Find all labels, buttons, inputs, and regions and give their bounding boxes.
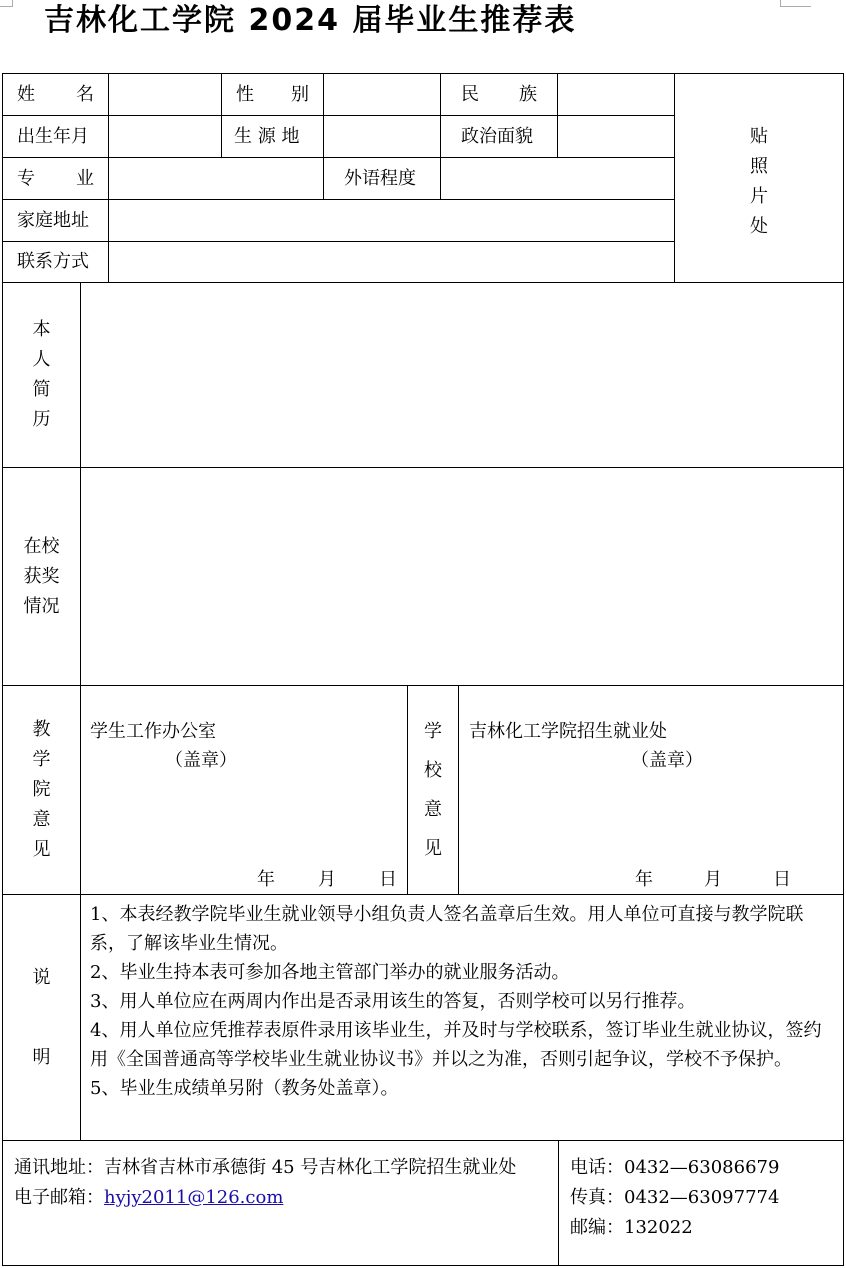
college-seal: （盖章）	[165, 750, 237, 771]
politics-label: 政治面貌	[440, 115, 558, 158]
college-office: 学生工作办公室	[90, 721, 216, 742]
mailing-address: 吉林省吉林市承德街 45 号吉林化工学院招生就业处	[104, 1157, 517, 1178]
nation-label: 民 族	[440, 73, 558, 116]
email-label: 电子邮箱：	[14, 1187, 104, 1208]
note-item: 1、本表经教学院毕业生就业领导小组负责人签名盖章后生效。用人单位可直接与教学院联系，了解该毕业生情况。	[90, 904, 804, 954]
footer-address-block	[2, 1140, 559, 1266]
address-label: 家庭地址	[2, 199, 109, 242]
page-corner-mark	[780, 0, 811, 7]
address-label: 通讯地址：	[14, 1157, 104, 1178]
birth-field[interactable]	[108, 115, 222, 158]
address-field[interactable]	[108, 199, 675, 242]
photo-char: 处	[750, 216, 768, 237]
resume-field[interactable]	[80, 282, 844, 468]
origin-field[interactable]	[323, 115, 441, 158]
school-seal: （盖章）	[631, 750, 703, 771]
school-opinion-label: 学 校 意 见	[407, 685, 459, 895]
contact-label: 联系方式	[2, 241, 109, 283]
photo-char: 片	[750, 186, 768, 207]
note-item: 5、毕业生成绩单另附（教务处盖章）。	[90, 1078, 399, 1099]
form-title: 吉林化工学院 2024 届毕业生推荐表	[44, 3, 577, 38]
phone-number: 电话：0432—63086679	[570, 1157, 780, 1178]
notes-content	[80, 894, 844, 1141]
school-date: 年 月 日	[635, 869, 791, 890]
resume-label: 本 人 简 历	[2, 282, 81, 468]
origin-label: 生 源 地	[221, 115, 324, 158]
name-label: 姓 名	[2, 73, 109, 116]
note-item: 2、毕业生持本表可参加各地主管部门举办的就业服务活动。	[90, 962, 570, 983]
note-item: 3、用人单位应在两周内作出是否录用该生的答复，否则学校可以另行推荐。	[90, 991, 696, 1012]
awards-label: 在校 获奖 情况	[2, 467, 81, 686]
school-opinion-field[interactable]	[458, 685, 844, 895]
photo-char: 照	[750, 156, 768, 177]
footer-contact-block	[558, 1140, 844, 1266]
gender-label: 性 别	[221, 73, 324, 116]
awards-field[interactable]	[80, 467, 844, 686]
college-opinion-label: 教 学 院 意 见	[2, 685, 81, 895]
school-office: 吉林化工学院招生就业处	[469, 721, 667, 742]
name-field[interactable]	[108, 73, 222, 116]
college-date: 年 月 日	[257, 869, 397, 890]
zip-code: 邮编：132022	[570, 1217, 693, 1238]
fax-number: 传真：0432—63097774	[570, 1187, 780, 1208]
major-label: 专 业	[2, 157, 109, 200]
birth-label: 出生年月	[2, 115, 109, 158]
major-field[interactable]	[108, 157, 324, 200]
language-field[interactable]	[440, 157, 675, 200]
gender-field[interactable]	[323, 73, 441, 116]
nation-field[interactable]	[557, 73, 675, 116]
page-corner-mark	[0, 0, 13, 7]
language-label: 外语程度	[323, 157, 441, 200]
photo-area[interactable]	[674, 73, 844, 283]
photo-char: 贴	[750, 126, 768, 147]
politics-field[interactable]	[557, 115, 675, 158]
note-item: 4、用人单位应凭推荐表原件录用该毕业生，并及时与学校联系，签订毕业生就业协议，签约用《全国普通高等学校毕业生就业协议书》并以之为准，否则引起争议，学校不予保护。	[90, 1020, 822, 1070]
college-opinion-field[interactable]	[80, 685, 408, 895]
email-link[interactable]: hyjy2011@126.com	[104, 1187, 284, 1208]
notes-label: 说 明	[2, 894, 81, 1141]
contact-field[interactable]	[108, 241, 675, 283]
